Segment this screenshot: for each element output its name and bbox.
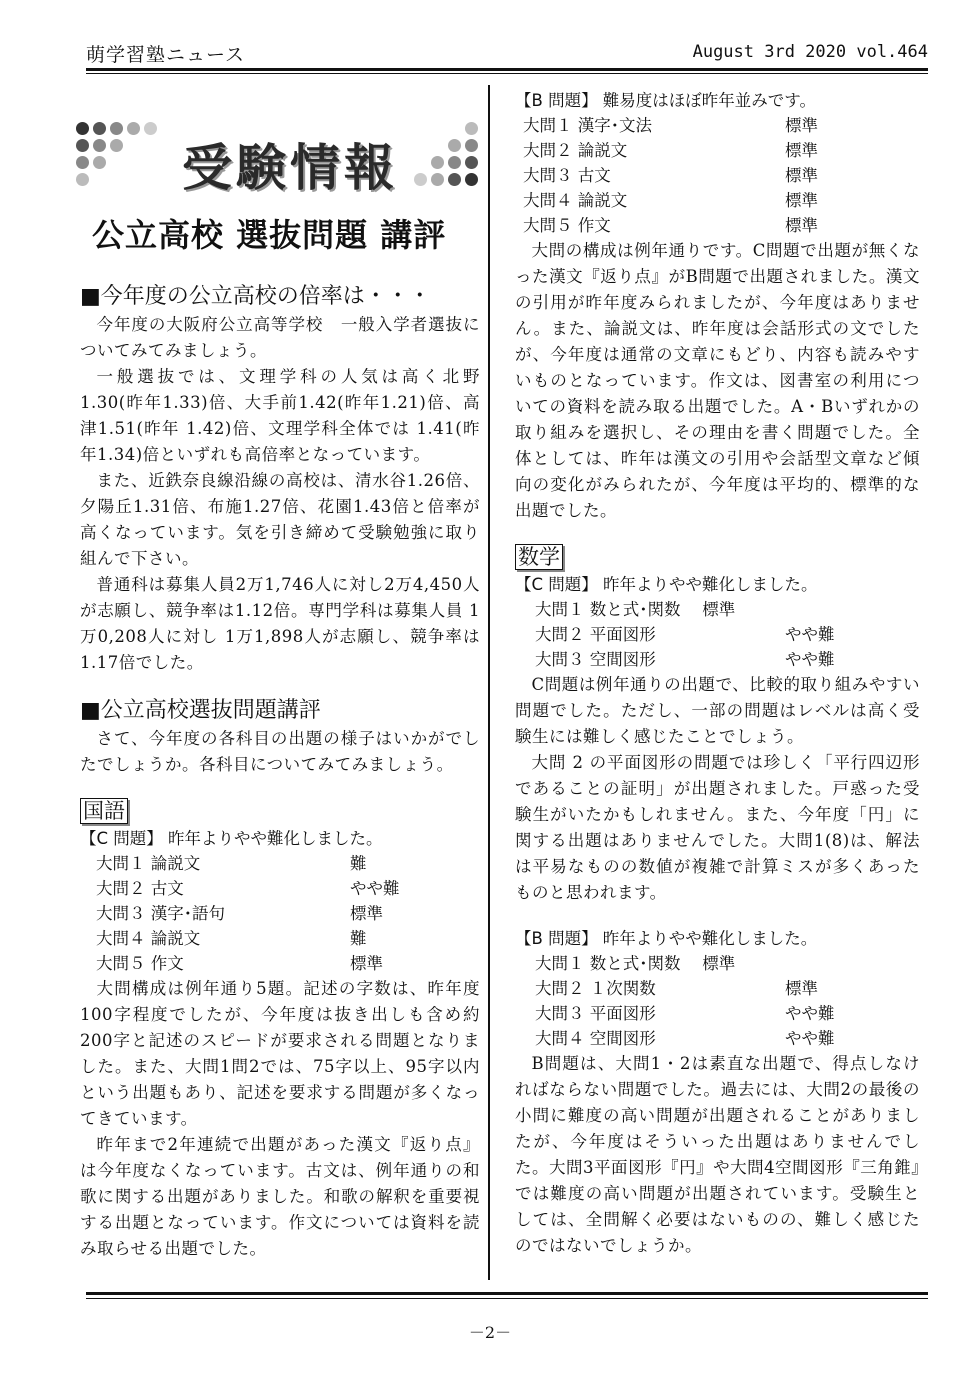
question-row: 大問４ 論説文 標準 xyxy=(523,191,818,210)
paragraph: 一般選抜では、文理学科の人気は高く北野1.30(昨年1.33)倍、大手前1.42(昨年1.21)倍、高津1.51(昨年 1.42)倍、文理学科全体では 1.41(昨年1.34)倍といずれも高倍率となっています。 xyxy=(80,367,480,464)
problem-heading: 【C 問題】 昨年よりやや難化しました。 xyxy=(515,575,818,594)
paragraph: また、近鉄奈良線沿線の高校は、清水谷1.26倍、夕陽丘1.31倍、布施1.27倍、花園1.43倍と倍率が高くなっています。気を引き締めて受験勉強に取り組んで下さい。 xyxy=(80,471,480,568)
header-rule xyxy=(86,68,928,71)
newsletter-name: 萌学習塾ニュース xyxy=(86,44,246,66)
header-rule-thin xyxy=(86,73,928,74)
paragraph: 普通科は募集人員2万1,746人に対し2万4,450人が志願し、競争率は1.12倍。専門学科は募集人員 1万0,208人に対し 1万1,898人が志願し、競争率は1.17倍でした。 xyxy=(80,575,480,672)
issue-date: August 3rd 2020 vol.464 xyxy=(692,42,928,62)
question-row: 大問２ 古文 やや難 xyxy=(96,879,400,898)
left-column xyxy=(80,282,480,1262)
question-row: 大問１ 数と式･関数 標準 xyxy=(535,600,736,619)
question-row: 大問４ 空間図形 やや難 xyxy=(535,1029,835,1048)
paragraph: 大問の構成は例年通りです。C問題で出題が無くなった漢文『返り点』がB問題で出題されました。漢文の引用が昨年度みられましたが、今年度はありません。また、論説文は、昨年度は会話形式の文でしたが、今年度は通常の文章にもどり、内容も読みやすいものとなっています。作文は、図書室の利用についての資料を読み取る出題でした。A・Bいずれかの取り組みを選択し、その理由を書く問題でした。全体としては、昨年は漢文の引用や会話型文章など傾向の変化がみられたが、今年度は平均的、標準的な出題でした。 xyxy=(515,241,920,520)
question-row: 大問４ 論説文 難 xyxy=(96,929,367,948)
paragraph: C問題は例年通りの出題で、比較的取り組みやすい問題でした。ただし、一部の問題はレベルは高く受験生には難しく感じたことでしょう。 xyxy=(515,675,920,746)
question-row: 大問５ 作文 標準 xyxy=(523,216,818,235)
page-number: －2－ xyxy=(468,1323,512,1342)
subject-label-math: 数学 xyxy=(515,544,563,570)
paragraph: 大問構成は例年通り5題。記述の字数は、昨年度100字程度でしたが、今年度は抜き出しも含め約200字と記述のスピードが要求される問題となりました。また、大問1問2では、75字以上、95字以内という出題もあり、記述を要求する問題が多くなってきています。 xyxy=(80,979,480,1128)
subject-label-japanese: 国語 xyxy=(80,798,128,824)
question-row: 大問３ 古文 標準 xyxy=(523,166,818,185)
footer-rule xyxy=(86,1292,928,1295)
problem-heading: 【B 問題】 昨年よりやや難化しました。 xyxy=(515,929,818,948)
footer-rule-thin xyxy=(86,1298,928,1299)
question-row: 大問２ １次関数 標準 xyxy=(535,979,818,998)
paragraph: 大問 2 の平面図形の問題では珍しく「平行四辺形であることの証明」が出題されました。戸惑った受験生がいたかもしれません。また、今年度「円」に関する出題はありませんでした。大問1(8)は、解法は平易なものの数値が複雑で計算ミスが多くあったものと思われます。 xyxy=(515,753,920,902)
section-heading-review: ■公立高校選抜問題講評 xyxy=(80,698,321,723)
question-row: 大問１ 論説文 難 xyxy=(96,854,367,873)
paragraph: B問題は、大問1・2は素直な出題で、得点しなければならない問題でした。過去には、大問2の最後の小問に難度の高い問題が出題されることがありましたが、今年度はそういった出題はありませんでした。大問3平面図形『円』や大問4空間図形『三角錐』では難度の高い問題が出題されています。受験生としては、全問解く必要はないものの、難しく感じたのではないでしょうか。 xyxy=(515,1054,920,1255)
sub-title: 公立高校 選抜問題 講評 xyxy=(92,216,447,254)
question-row: 大問２ 平面図形 やや難 xyxy=(535,625,835,644)
column-divider xyxy=(488,85,490,1280)
paragraph: 昨年まで2年連続で出題があった漢文『返り点』は今年度なくなっています。古文は、例年通りの和歌に関する出題がありました。和歌の解釈を重要視する出題となっています。作文については資料を読み取らせる出題でした。 xyxy=(80,1135,480,1258)
right-column xyxy=(515,88,920,1259)
question-row: 大問２ 論説文 標準 xyxy=(523,141,818,160)
paragraph: さて、今年度の各科目の出題の様子はいかがでしたでしょうか。各科目についてみてみましょう。 xyxy=(80,729,480,774)
question-row: 大問３ 漢字･語句 標準 xyxy=(96,904,383,923)
problem-heading: 【C 問題】 昨年よりやや難化しました。 xyxy=(80,829,383,848)
paragraph: 今年度の大阪府公立高等学校 一般入学者選抜についてみてみましょう。 xyxy=(80,315,480,360)
problem-heading: 【B 問題】 難易度はほぼ昨年並みです。 xyxy=(515,91,816,110)
question-row: 大問３ 平面図形 やや難 xyxy=(535,1004,835,1023)
question-row: 大問１ 数と式･関数 標準 xyxy=(535,954,736,973)
question-row: 大問１ 漢字･文法 標準 xyxy=(523,116,818,135)
question-row: 大問３ 空間図形 やや難 xyxy=(535,650,835,669)
question-row: 大問５ 作文 標準 xyxy=(96,954,383,973)
section-heading-ratio: ■今年度の公立高校の倍率は・・・ xyxy=(80,284,431,309)
main-title: 受験情報 xyxy=(182,138,398,197)
